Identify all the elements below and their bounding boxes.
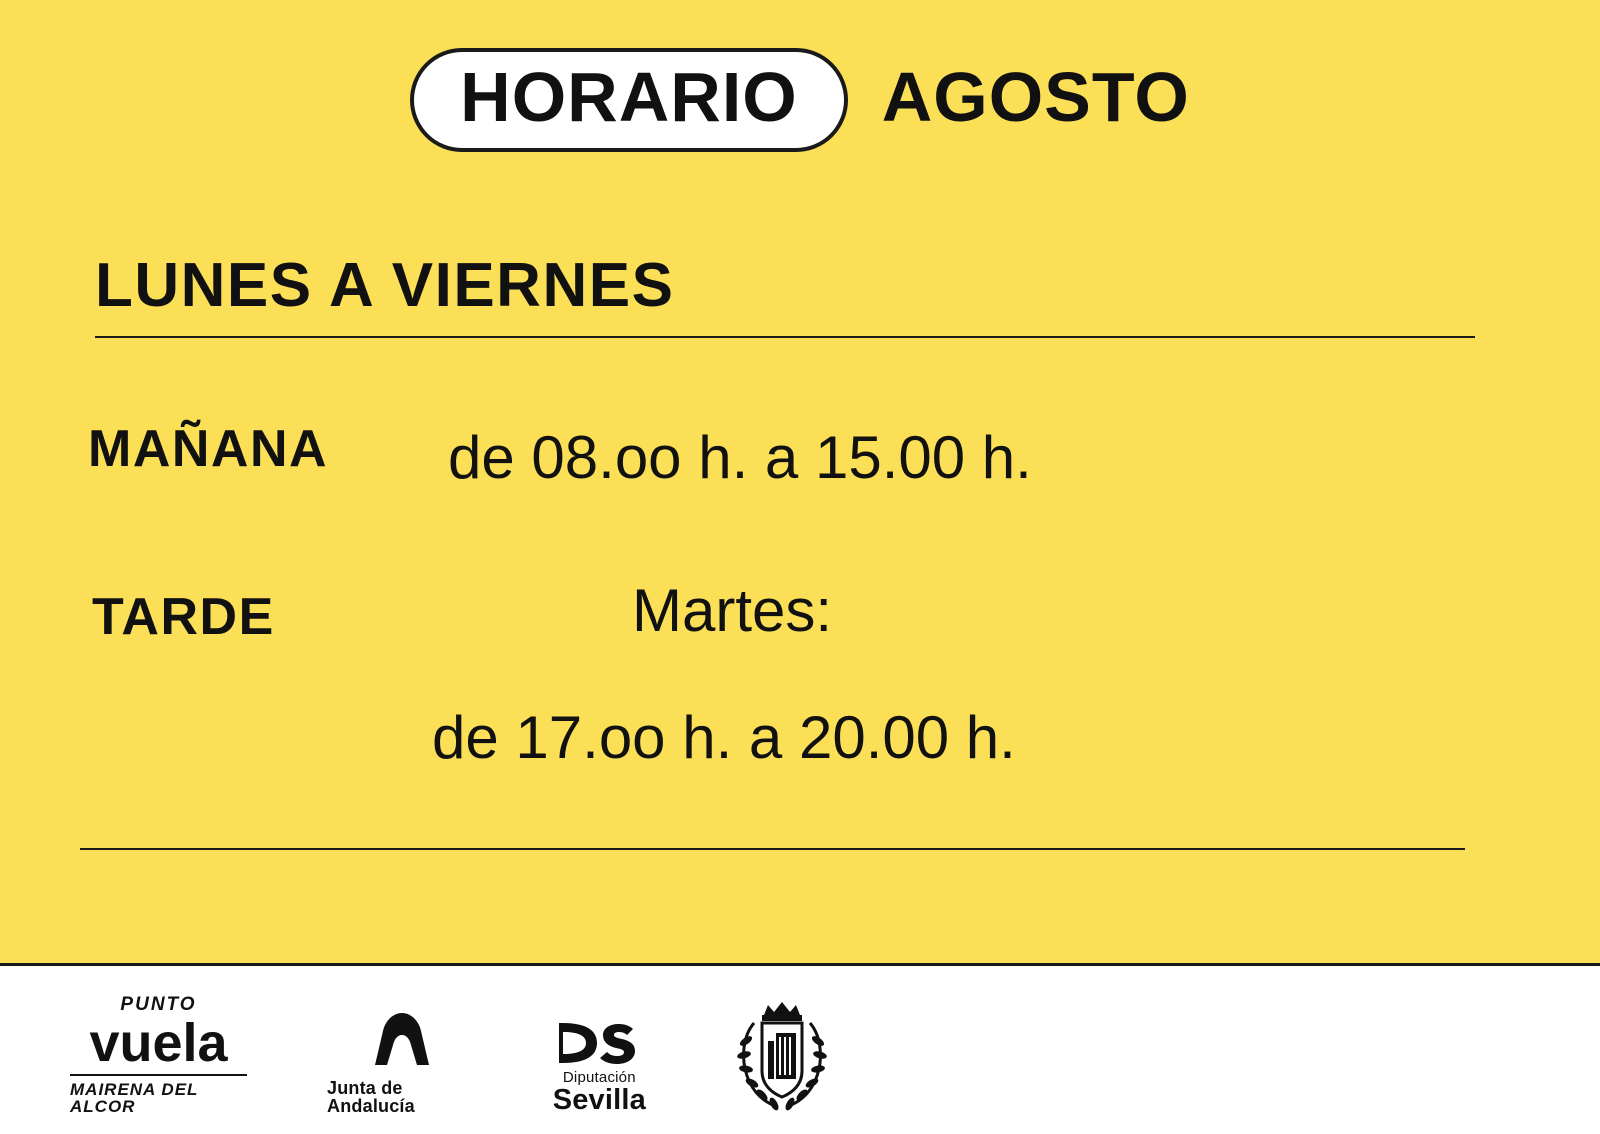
header-pill	[410, 48, 848, 152]
logo-coat-of-arms	[734, 997, 830, 1115]
morning-hours: de 08.oo h. a 15.00 h.	[448, 424, 1032, 491]
poster-header	[0, 48, 1600, 152]
divider-bottom	[80, 848, 1465, 850]
diputacion-big-label: Sevilla	[552, 1084, 646, 1116]
diputacion-monogram-icon	[553, 1021, 645, 1065]
schedule-row-afternoon	[92, 577, 1016, 772]
header-month-label: AGOSTO	[881, 58, 1190, 136]
header-pill-label: HORARIO	[460, 58, 798, 136]
afternoon-values	[392, 576, 1016, 772]
afternoon-label: TARDE	[92, 588, 275, 646]
logo-punto-vuela	[70, 995, 247, 1115]
mairena-del-alcor-coat-of-arms-icon	[734, 997, 830, 1115]
section-title: LUNES A VIERNES	[95, 251, 675, 320]
divider-top	[95, 336, 1475, 338]
punto-vuela-municipality-label: MAIRENA DEL ALCOR	[70, 1074, 247, 1115]
junta-andalucia-caption: Junta de Andalucía	[327, 1078, 415, 1116]
logo-junta-andalucia	[327, 1009, 477, 1115]
morning-label: MAÑANA	[88, 420, 329, 478]
afternoon-day: Martes:	[632, 577, 833, 644]
schedule-row-morning	[88, 420, 1032, 494]
punto-vuela-top-label: PUNTO	[120, 994, 197, 1015]
punto-vuela-main-label: vuela	[89, 1013, 228, 1073]
footer-logos	[70, 995, 830, 1115]
junta-andalucia-a-mark-icon	[371, 1009, 433, 1071]
logo-diputacion-sevilla	[553, 1021, 646, 1115]
diputacion-small-label: Diputación	[562, 1069, 636, 1086]
afternoon-hours: de 17.oo h. a 20.00 h.	[432, 704, 1016, 771]
